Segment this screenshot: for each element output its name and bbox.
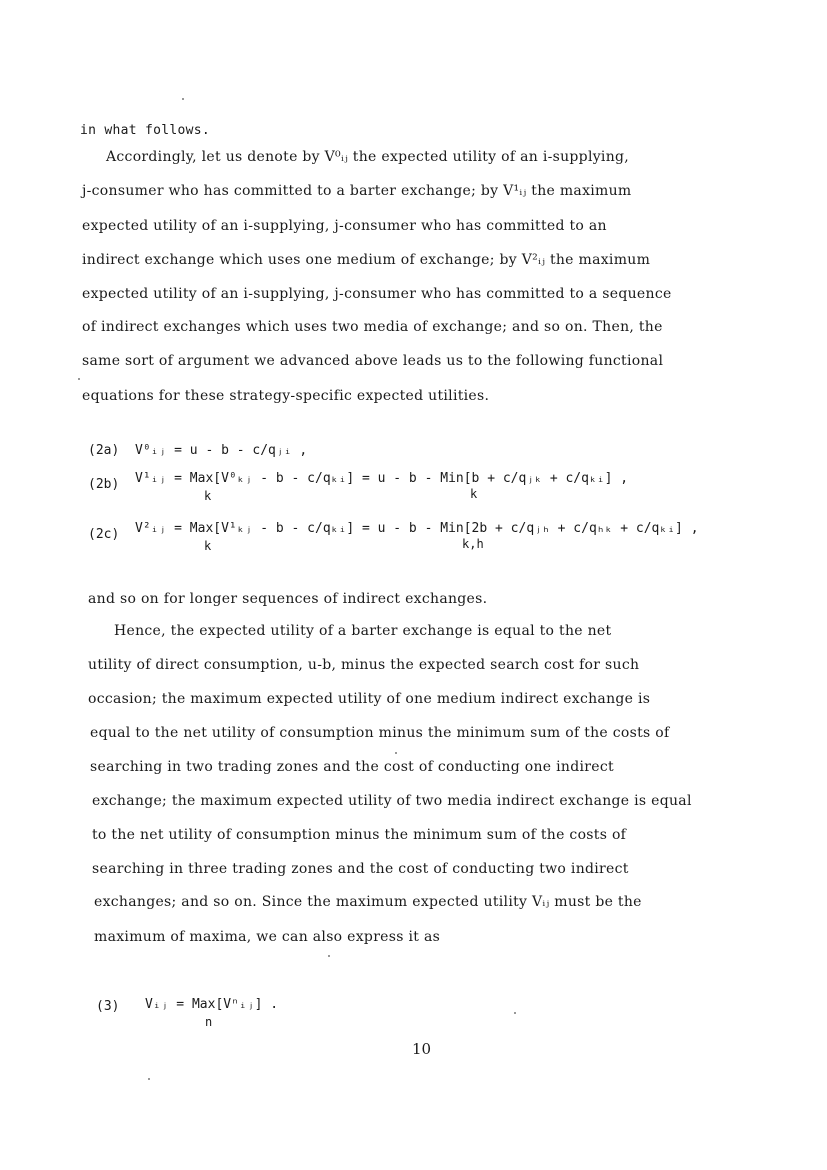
- equation-label: (2c): [88, 527, 120, 542]
- text-line: of indirect exchanges which uses two media of exchange; and so on. Then, the: [82, 319, 663, 335]
- scan-speck: [148, 1078, 150, 1080]
- text-line: exchanges; and so on. Since the maximum expected utility Vᵢⱼ must be the: [94, 894, 642, 910]
- min-subscript: k,h: [462, 537, 484, 551]
- equation-2b: V¹ᵢⱼ = Max[V⁰ₖⱼ - b - c/qₖᵢ] = u - b - Min[b + c/qⱼₖ + c/qₖᵢ] ,: [135, 471, 629, 486]
- equation-2c: V²ᵢⱼ = Max[V¹ₖⱼ - b - c/qₖᵢ] = u - b - Min[2b + c/qⱼₕ + c/qₕₖ + c/qₖᵢ] ,: [135, 521, 699, 536]
- page-number: 10: [412, 1040, 432, 1058]
- text-line: Hence, the expected utility of a barter exchange is equal to the net: [114, 623, 612, 639]
- text-line: expected utility of an i-supplying, j-consumer who has committed to a sequence: [82, 286, 672, 302]
- max-subscript: k: [204, 489, 212, 503]
- text-line: j-consumer who has committed to a barter exchange; by V¹ᵢⱼ the maximum: [82, 183, 632, 199]
- text-line: utility of direct consumption, u-b, minus the expected search cost for such: [88, 657, 640, 673]
- text-line: same sort of argument we advanced above leads us to the following functional: [82, 353, 664, 369]
- min-subscript: k: [470, 487, 478, 501]
- text-line: searching in three trading zones and the cost of conducting two indirect: [92, 861, 629, 877]
- text-line: to the net utility of consumption minus the minimum sum of the costs of: [92, 827, 627, 843]
- text-line: equal to the net utility of consumption minus the minimum sum of the costs of: [90, 725, 670, 741]
- scan-speck: [328, 955, 330, 957]
- text-line: searching in two trading zones and the cost of conducting one indirect: [90, 759, 614, 775]
- text-line: maximum of maxima, we can also express it as: [94, 929, 441, 945]
- text-line: and so on for longer sequences of indirect exchanges.: [88, 591, 488, 607]
- equation-2a: V⁰ᵢⱼ = u - b - c/qⱼᵢ ,: [135, 443, 308, 458]
- scan-speck: [514, 1012, 516, 1014]
- max-subscript: n: [205, 1015, 213, 1029]
- max-subscript: k: [204, 539, 212, 553]
- equation-3: Vᵢⱼ = Max[Vⁿᵢⱼ] .: [145, 997, 279, 1012]
- scan-speck: [182, 98, 184, 100]
- text-line: in what follows.: [80, 123, 211, 138]
- text-line: Accordingly, let us denote by V⁰ᵢⱼ the expected utility of an i-supplying,: [106, 149, 630, 165]
- text-line: exchange; the maximum expected utility of two media indirect exchange is equal: [92, 793, 692, 809]
- text-line: indirect exchange which uses one medium of exchange; by V²ᵢⱼ the maximum: [82, 252, 651, 268]
- text-line: equations for these strategy-specific expected utilities.: [82, 388, 490, 404]
- equation-label: (2a): [88, 443, 120, 458]
- equation-label: (2b): [88, 477, 120, 492]
- scan-speck: [395, 752, 397, 754]
- equation-label: (3): [96, 999, 120, 1014]
- scan-speck: [78, 378, 80, 380]
- text-line: expected utility of an i-supplying, j-consumer who has committed to an: [82, 218, 607, 234]
- text-line: occasion; the maximum expected utility of one medium indirect exchange is: [88, 691, 651, 707]
